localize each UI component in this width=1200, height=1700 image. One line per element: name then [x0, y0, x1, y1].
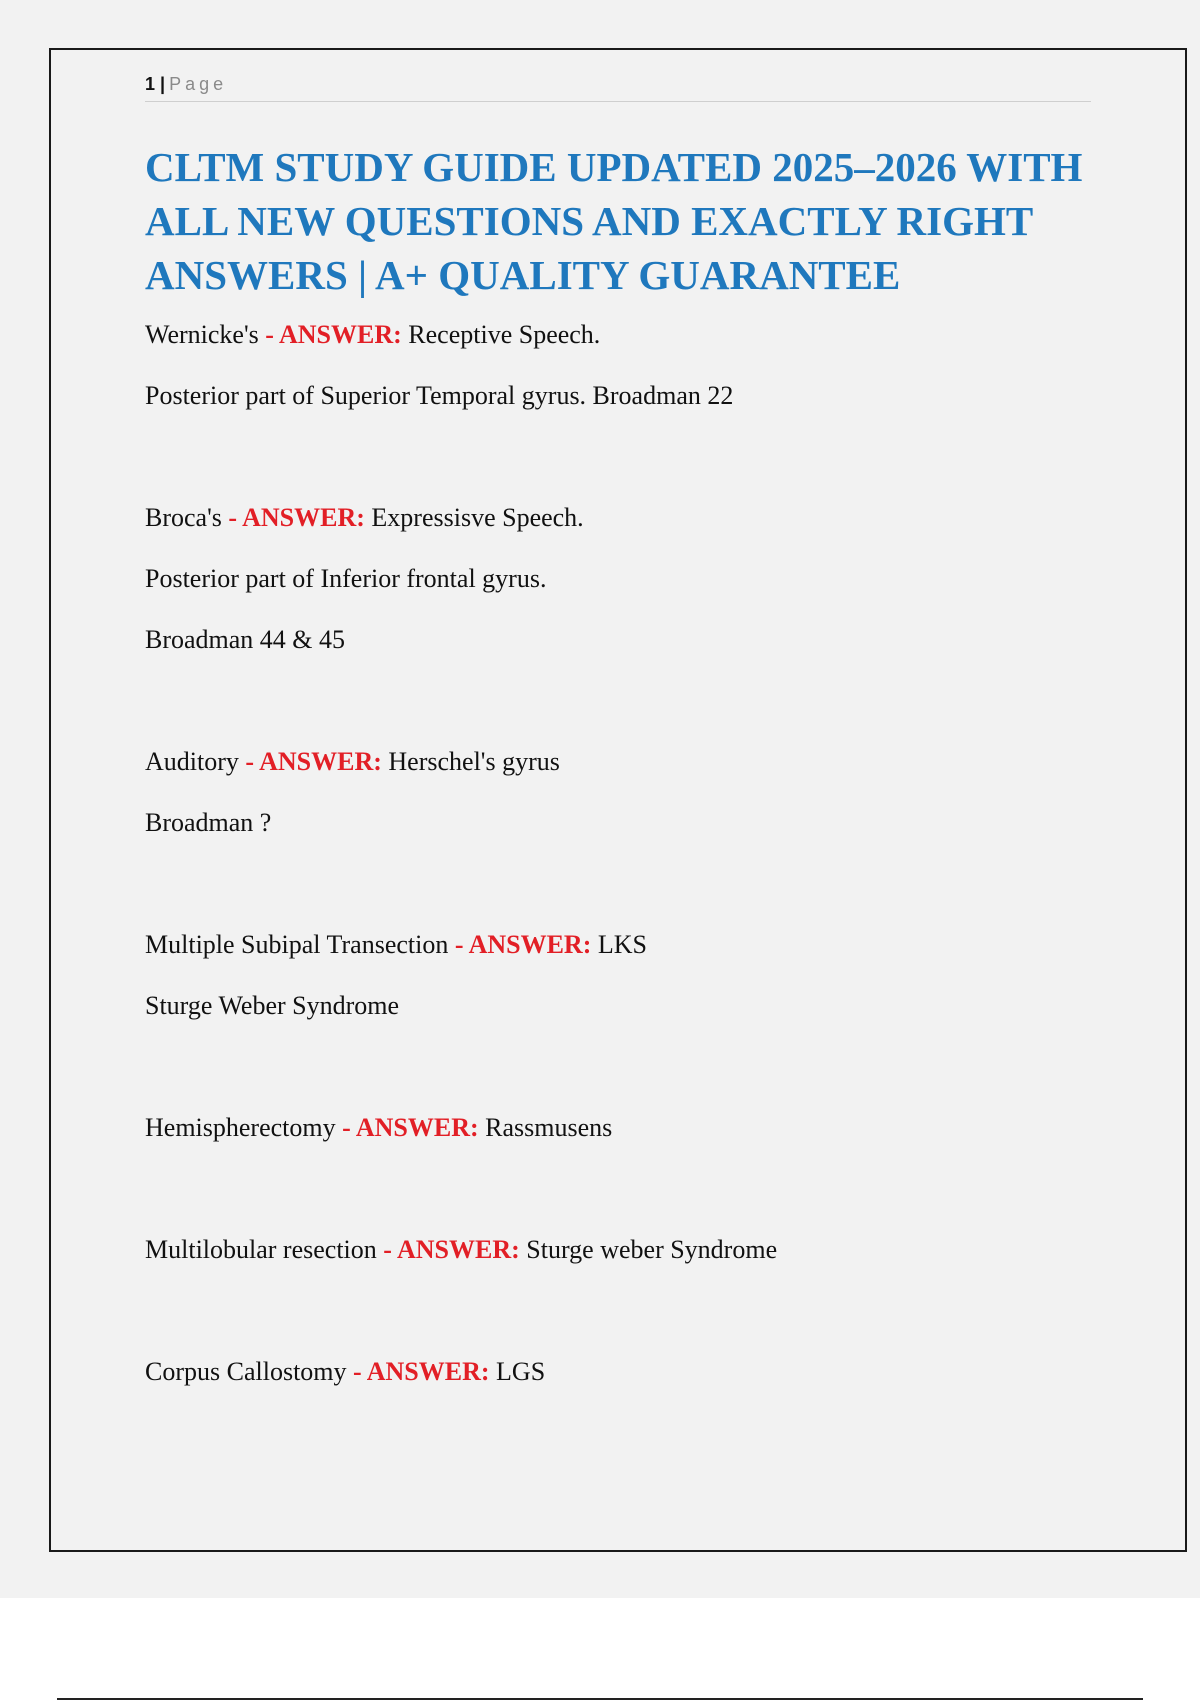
- qa-question-line: [145, 928, 647, 962]
- qa-detail-line: Broadman 44 & 45: [145, 625, 346, 654]
- page-header: [145, 70, 1091, 102]
- qa-answer: LGS: [496, 1357, 546, 1386]
- page-label: Page: [169, 74, 228, 94]
- qa-question-line: [145, 318, 600, 352]
- document-title: CLTM STUDY GUIDE UPDATED 2025–2026 WITH ALL NEW QUESTIONS AND EXACTLY RIGHT ANSWERS | A+ QUALITY GUARANTEE: [145, 144, 1083, 298]
- page-number: 1: [145, 74, 156, 94]
- qa-answer: Herschel's gyrus: [388, 747, 560, 776]
- qa-term: Broca's: [145, 503, 222, 532]
- qa-term: Multilobular resection: [145, 1235, 377, 1264]
- qa-question-line: [145, 1355, 545, 1389]
- answer-marker: - ANSWER:: [265, 320, 402, 349]
- qa-answer: Sturge weber Syndrome: [526, 1235, 778, 1264]
- answer-marker: - ANSWER:: [383, 1235, 520, 1264]
- qa-answer: Receptive Speech.: [408, 320, 601, 349]
- qa-answer: LKS: [597, 930, 647, 959]
- qa-term: Wernicke's: [145, 320, 259, 349]
- qa-answer: Expressisve Speech.: [371, 503, 584, 532]
- answer-marker: - ANSWER:: [245, 747, 382, 776]
- answer-marker: - ANSWER:: [454, 930, 592, 959]
- qa-question-line: [145, 501, 584, 535]
- qa-question-line: [145, 1233, 777, 1267]
- page-separator: |: [160, 74, 166, 94]
- qa-term: Multiple Subipal Transection: [145, 930, 449, 959]
- qa-term: Hemispherectomy: [145, 1113, 336, 1142]
- answer-marker: - ANSWER:: [353, 1357, 490, 1386]
- qa-detail-line: Posterior part of Superior Temporal gyrus. Broadman 22: [145, 381, 734, 410]
- qa-question-line: [145, 745, 560, 779]
- answer-marker: - ANSWER:: [342, 1113, 479, 1142]
- answer-marker: - ANSWER:: [228, 503, 365, 532]
- qa-question-line: [145, 1111, 612, 1145]
- qa-detail-line: Broadman ?: [145, 808, 272, 837]
- qa-detail-line: Posterior part of Inferior frontal gyrus.: [145, 564, 547, 593]
- qa-term: Corpus Callostomy: [145, 1357, 347, 1386]
- qa-detail-line: Sturge Weber Syndrome: [145, 991, 400, 1020]
- qa-term: Auditory: [145, 747, 239, 776]
- qa-answer: Rassmusens: [485, 1113, 613, 1142]
